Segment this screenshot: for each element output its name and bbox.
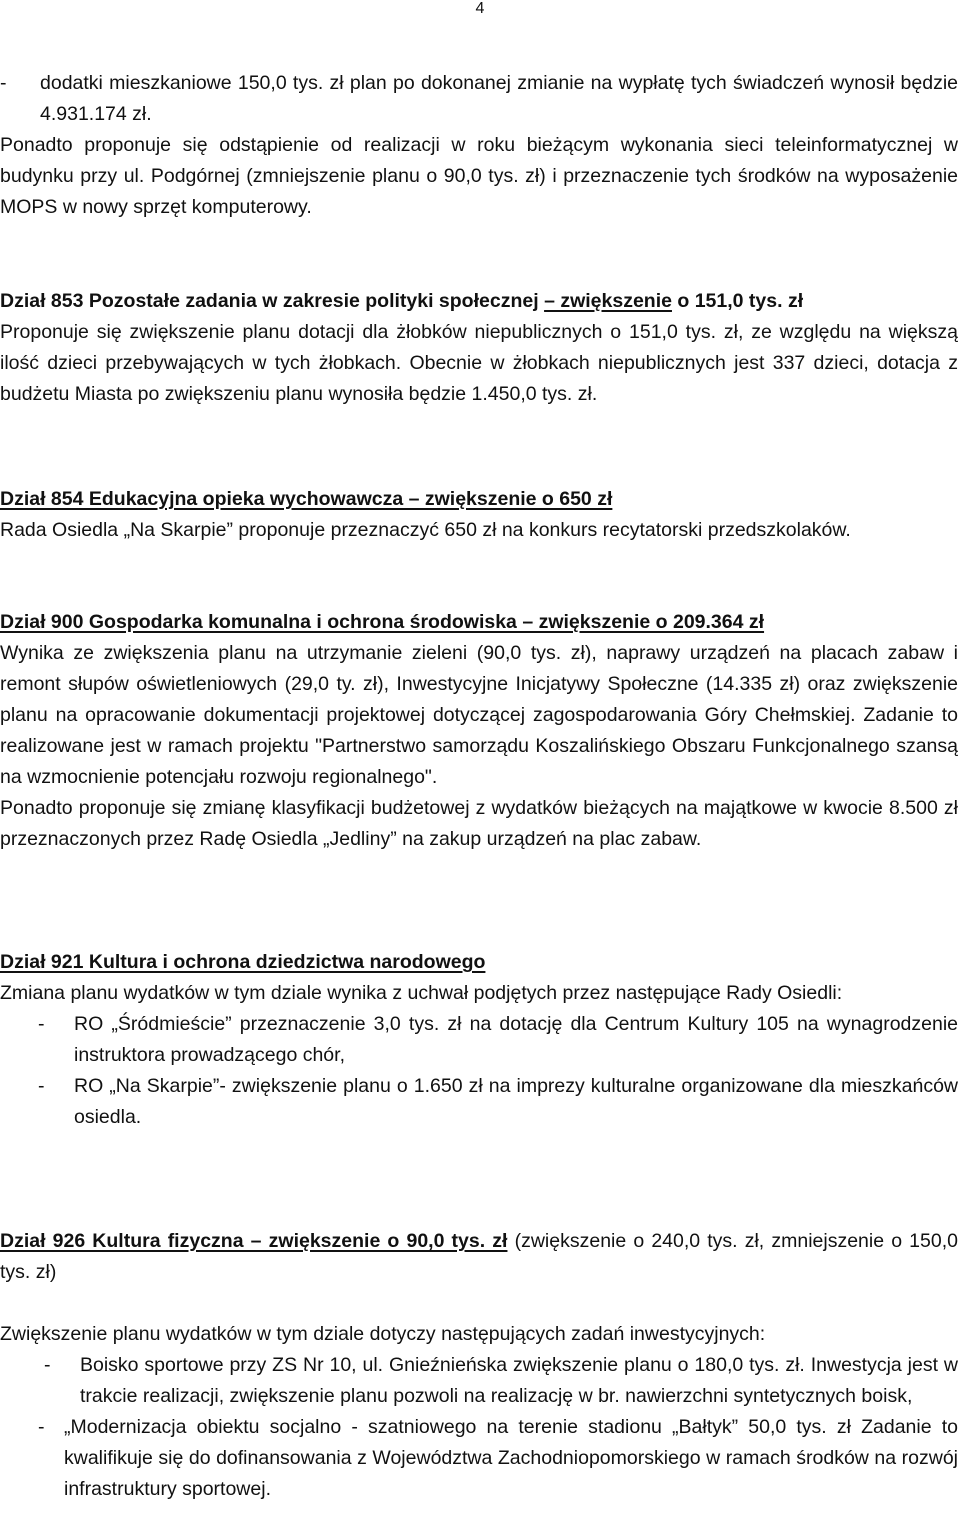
section-854 bbox=[0, 484, 958, 546]
list-item bbox=[0, 1009, 958, 1071]
paragraph: Zmiana planu wydatków w tym dziale wynika z uchwał podjętych przez następujące Rady Osiedli: bbox=[0, 982, 843, 1004]
list-item-text: „Modernizacja obiektu socjalno - szatniowego na terenie stadionu „Bałtyk” 50,0 tys. zł Zadanie to kwalifikuje się do dofinansowania z Województwa Zachodniopomorskiego w ramach środków na rozwój infrastruktury sportowej. bbox=[64, 1416, 958, 1500]
list-item bbox=[0, 1412, 958, 1505]
list-dash: - bbox=[44, 1354, 51, 1376]
heading-bold: Dział 926 Kultura fizyczna – zwiększenie o 90,0 tys. zł bbox=[0, 1230, 508, 1252]
paragraph: Wynika ze zwiększenia planu na utrzymanie zieleni (90,0 tys. zł), naprawy urządzeń na placach zabaw i remont słupów oświetleniowych (29,0 ty. zł), Inwestycyjne Inicjatywy Społeczne (14.335 zł) oraz zwiększenie planu na opracowanie dokumentacji projektowej dotyczącej zagospodarowania Góry Chełmskiej. Zadanie to realizowane jest w ramach projektu "Partnerstwo samorządu Koszalińskiego Obszaru Funkcjonalnego szansą na wzmocnienie potencjału rozwoju regionalnego". bbox=[0, 642, 958, 788]
list-dash: - bbox=[38, 1013, 45, 1035]
heading-underlined: – zwiększenie bbox=[544, 290, 672, 312]
list-dash: - bbox=[38, 1416, 45, 1438]
list-item-text: RO „Na Skarpie”- zwiększenie planu o 1.650 zł na imprezy kulturalne organizowane dla mieszkańców osiedla. bbox=[74, 1075, 958, 1128]
heading-part: o 151,0 tys. zł bbox=[671, 290, 804, 312]
section-900 bbox=[0, 607, 958, 855]
paragraph: Ponadto proponuje się zmianę klasyfikacji budżetowej z wydatków bieżących na majątkowe w kwocie 8.500 zł przeznaczonych przez Radę Osiedla „Jedliny” na zakup urządzeń na plac zabaw. bbox=[0, 797, 958, 850]
list-dash: - bbox=[38, 1075, 45, 1097]
section-921 bbox=[0, 947, 958, 1133]
paragraph: Proponuje się zwiększenie planu dotacji dla żłobków niepublicznych o 151,0 tys. zł, ze względu na większą ilość dzieci przebywających w tych żłobkach. Obecnie w żłobkach niepublicznych jest 337 dzieci, dotacja z budżetu Miasta po zwiększeniu planu wynosiła będzie 1.450,0 tys. zł. bbox=[0, 321, 958, 405]
list-item-text: dodatki mieszkaniowe 150,0 tys. zł plan po dokonanej zmianie na wypłatę tych świadczeń wynosił będzie 4.931.174 zł. bbox=[40, 72, 958, 125]
list-item bbox=[0, 68, 958, 130]
heading-part: Dział 853 Pozostałe zadania w zakresie polityki społecznej bbox=[0, 290, 545, 312]
section-853 bbox=[0, 286, 958, 410]
heading-rest: (zwiększenie o 240,0 tys. zł, zmniejszenie o 150,0 tys. zł) bbox=[0, 1230, 958, 1283]
intro-section bbox=[0, 68, 958, 223]
section-heading: Dział 921 Kultura i ochrona dziedzictwa narodowego bbox=[0, 951, 486, 973]
section-heading: Dział 854 Edukacyjna opieka wychowawcza – zwiększenie o 650 zł bbox=[0, 488, 613, 510]
section-heading bbox=[0, 1226, 958, 1288]
section-heading: Dział 900 Gospodarka komunalna i ochrona środowiska – zwiększenie o 209.364 zł bbox=[0, 611, 765, 633]
list-item-text: Boisko sportowe przy ZS Nr 10, ul. Gnieźnieńska zwiększenie planu o 180,0 tys. zł. Inwestycja jest w trakcie realizacji, zwiększenie planu pozwoli na realizację w br. nawierzchni syntetycznych boisk, bbox=[80, 1354, 958, 1407]
section-heading bbox=[0, 286, 958, 317]
list-item-text: RO „Śródmieście” przeznaczenie 3,0 tys. zł na dotację dla Centrum Kultury 105 na wynagrodzenie instruktora prowadzącego chór, bbox=[74, 1013, 958, 1066]
paragraph: Rada Osiedla „Na Skarpie” proponuje przeznaczyć 650 zł na konkurs recytatorski przedszkolaków. bbox=[0, 519, 851, 541]
paragraph: Zwiększenie planu wydatków w tym dziale dotyczy następujących zadań inwestycyjnych: bbox=[0, 1323, 766, 1345]
page-number: 4 bbox=[475, 0, 485, 17]
list-dash: - bbox=[0, 72, 7, 94]
list-item bbox=[0, 1071, 958, 1133]
section-926 bbox=[0, 1226, 958, 1505]
paragraph: Ponadto proponuje się odstąpienie od realizacji w roku bieżącym wykonania sieci teleinformatycznej w budynku przy ul. Podgórnej (zmniejszenie planu o 90,0 tys. zł) i przeznaczenie tych środków na wyposażenie MOPS w nowy sprzęt komputerowy. bbox=[0, 134, 958, 218]
list-item bbox=[0, 1350, 958, 1412]
